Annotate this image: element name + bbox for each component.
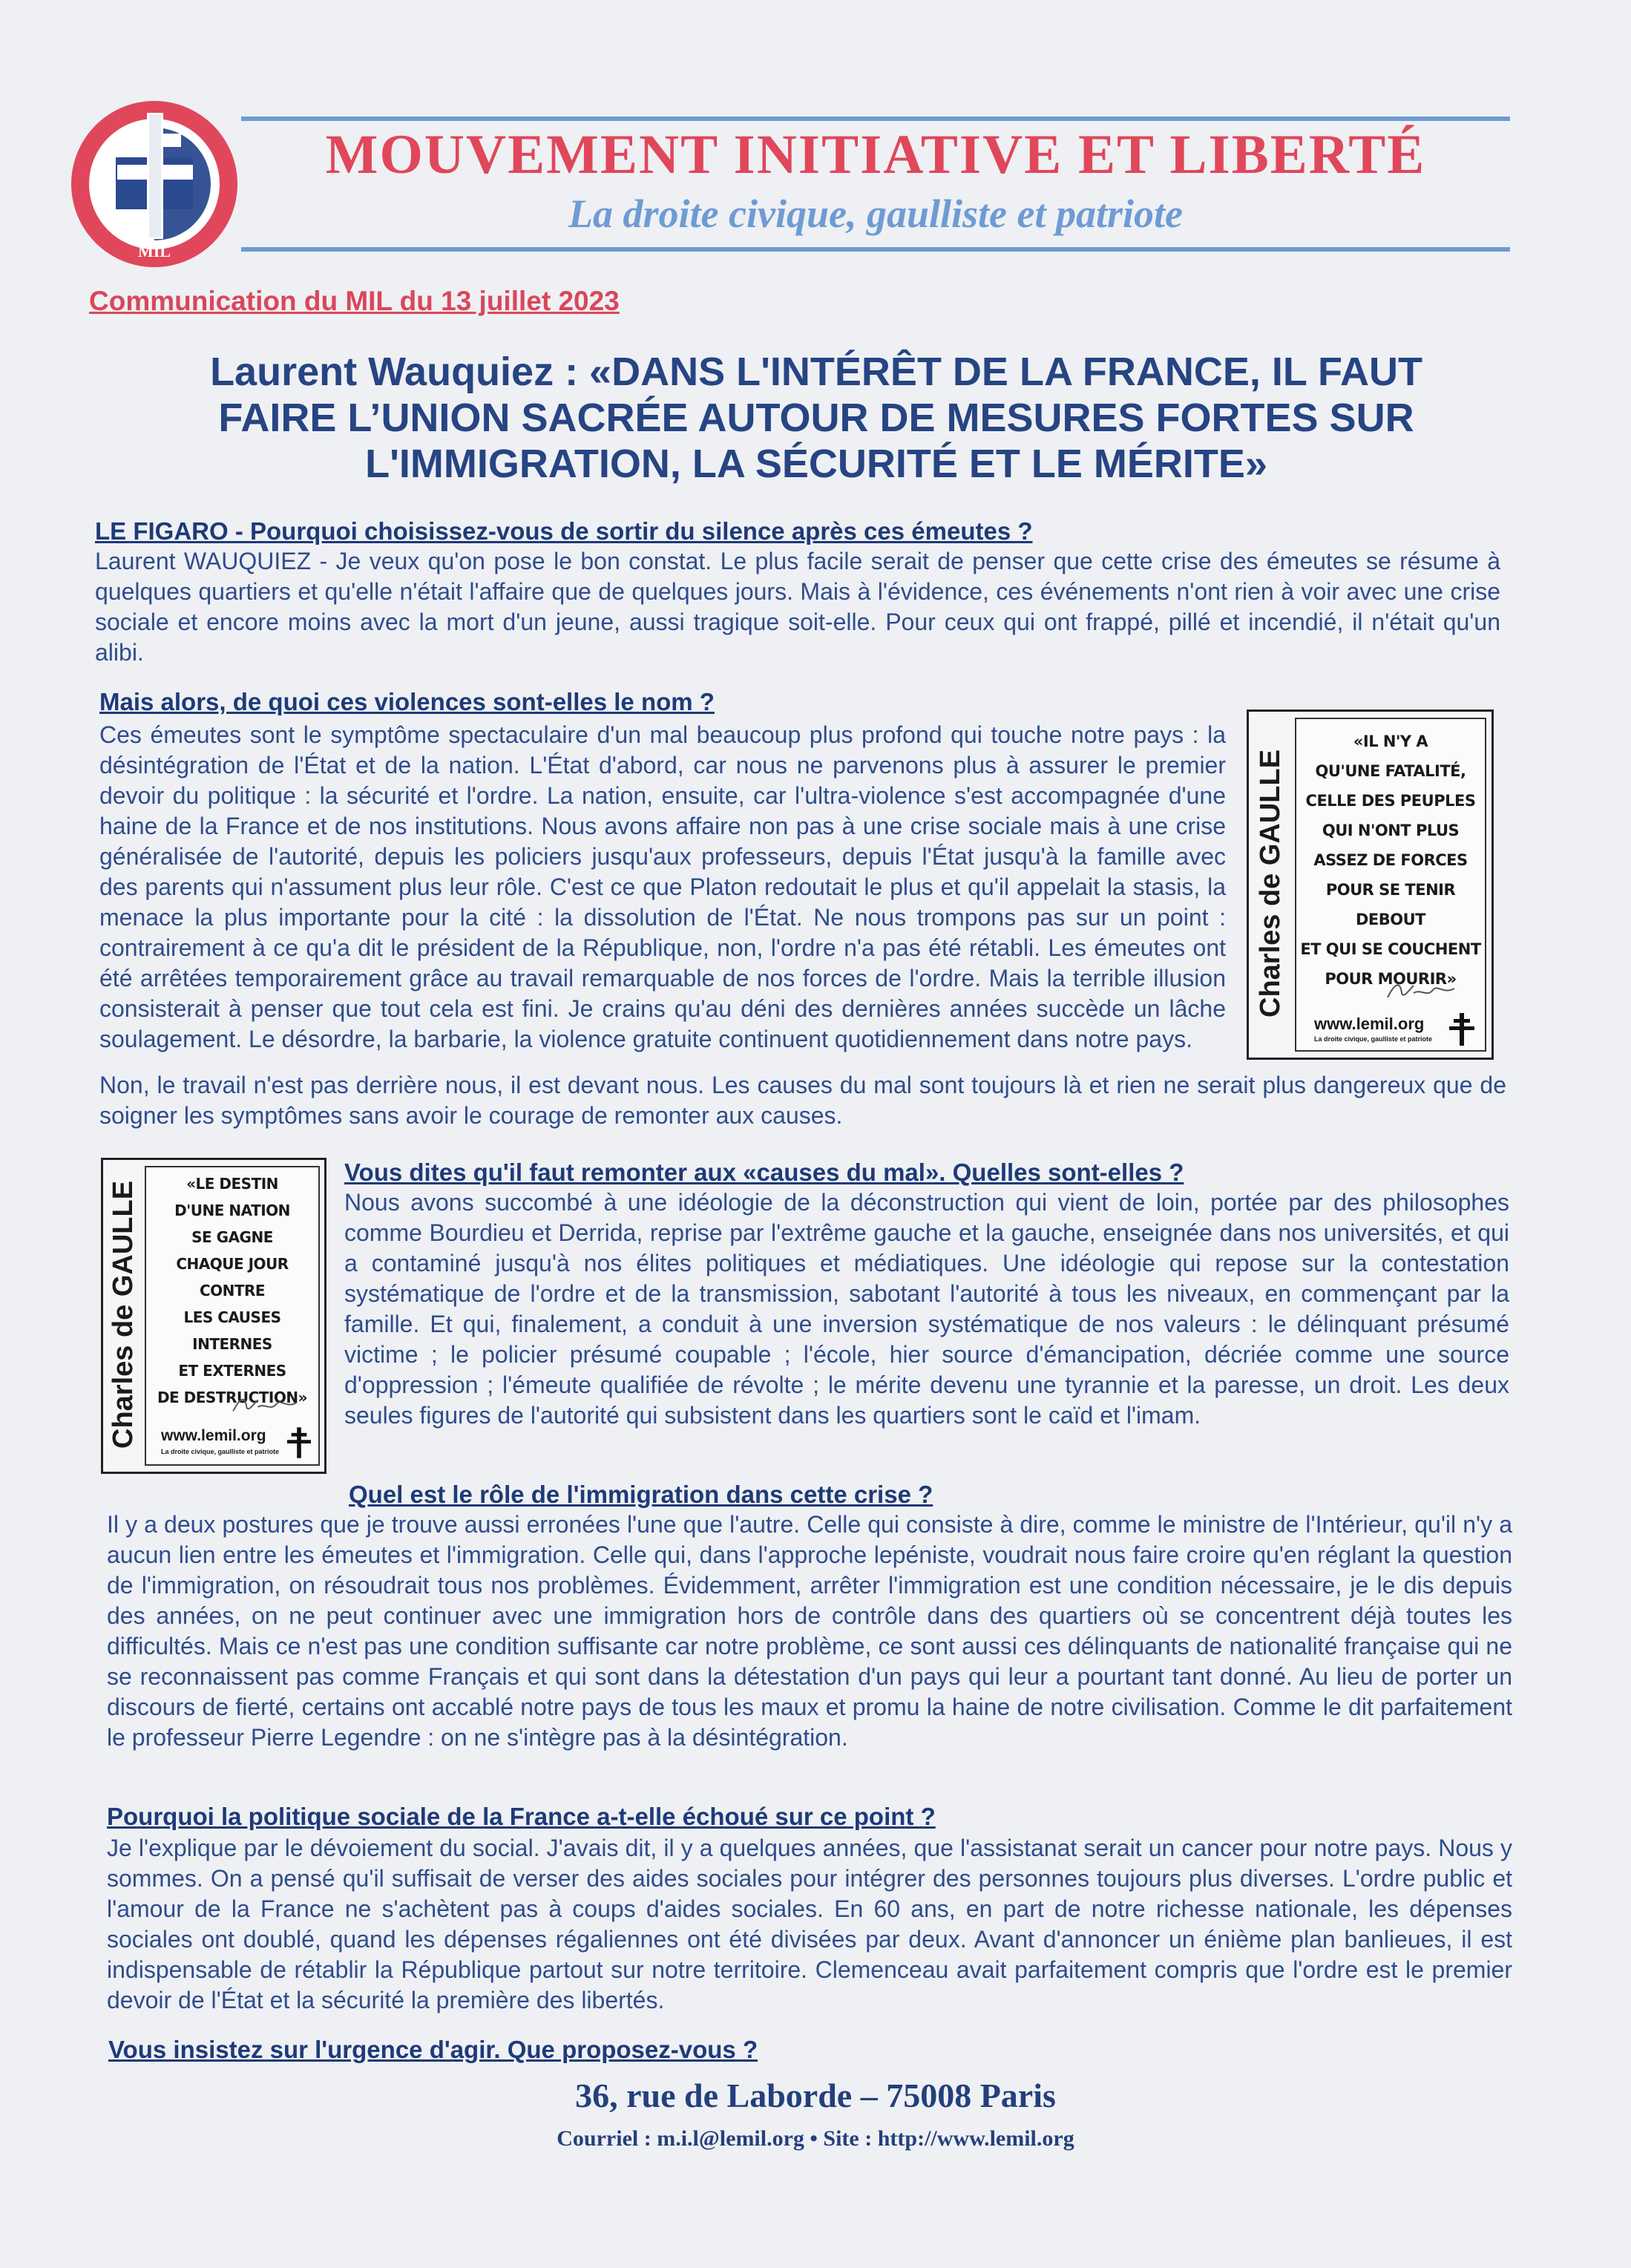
quote-1-line: QUI N'ONT PLUS	[1322, 822, 1460, 839]
question-1: LE FIGARO - Pourquoi choisissez-vous de sortir du silence après ces émeutes ?	[95, 517, 1033, 545]
quote-box-1-text	[1296, 727, 1485, 994]
question-3: Vous dites qu'il faut remonter aux «causes du mal». Quelles sont-elles ?	[344, 1158, 1184, 1186]
quote-2-line: ET EXTERNES	[178, 1362, 286, 1380]
quote-2-line: CHAQUE JOUR	[176, 1255, 289, 1273]
quote-1-line: CELLE DES PEUPLES	[1305, 792, 1476, 810]
quote-box-2-url: www.lemil.org	[161, 1427, 266, 1444]
quote-1-line: POUR MOURIR»	[1325, 970, 1457, 988]
quote-box-2-text	[146, 1170, 318, 1411]
header-rule-bottom	[241, 247, 1510, 252]
answer-3: Nous avons succombé à une idéologie de la déconstruction qui vient de loin, portée par des philosophes comme Bourdieu et Derrida, reprise par l'extrême gauche et la gauche, enseignée dans nos universités, et qui a contaminé jusqu'à nos élites politiques et médiatiques. Une idéologie qui repose sur la contestation systématique de l'ordre et de la transmission, sabotant l'autorité à tous les niveaux, en commençant par la famille. Et qui, finalement, a conduit à une inversion systématique de nos valeurs : le délinquant présumé victime ; le policier présumé coupable ; l'école, hier source d'émancipation, décriée comme une source d'oppression ; l'émeute qualifiée de révolte ; le mérite devenu une tyrannie et la paresse, un droit. Les deux seules figures de l'autorité qui subsistent dans les quartiers sont le caïd et l'imam.	[344, 1189, 1509, 1429]
answer-2-full: Non, le travail n'est pas derrière nous, il est devant nous. Les causes du mal sont toujours là et rien ne serait plus dangereux que de soigner les symptômes sans avoir le courage de remonter aux causes.	[99, 1072, 1506, 1129]
quote-1-line: «IL N'Y A	[1353, 732, 1428, 750]
org-title: MOUVEMENT INITIATIVE ET LIBERTÉ	[325, 124, 1426, 186]
quote-box-1-url: www.lemil.org	[1314, 1015, 1425, 1033]
question-5: Pourquoi la politique sociale de la France a-t-elle échoué sur ce point ?	[107, 1803, 936, 1830]
quote-box-1-panel	[1295, 718, 1486, 1052]
quote-2-line: DE DESTRUCTION»	[157, 1389, 308, 1406]
headline-line-2: FAIRE L’UNION SACRÉE AUTOUR DE MESURES FORTES SUR	[218, 396, 1414, 440]
quote-2-line: D'UNE NATION	[174, 1202, 290, 1219]
quote-box-1-author: Charles de GAULLE	[1255, 749, 1286, 1017]
answer-2-wrapped: Ces émeutes sont le symptôme spectaculaire d'un mal beaucoup plus profond qui touche notre pays : la désintégration de l'État et de la nation. L'État d'abord, car nous ne parvenons plus à assurer le premier devoir du politique : la sécurité et l'ordre. La nation, ensuite, car l'ultra-violence s'est accompagnée d'une haine de la France et de nos institutions. Nous avons affaire non pas à une crise sociale mais à une crise généralisée de l'autorité, depuis les policiers jusqu'aux professeurs, depuis l'État jusqu'à la famille avec des parents qui n'assument plus leur rôle. C'est ce que Platon redoutait le plus et qu'il appelait la stasis, la menace la plus importante pour la cité : la dissolution de l'État. Ne nous trompons pas sur un point : contrairement à ce qu'a dit le président de la République, non, l'ordre n'a pas été rétabli. Les émeutes ont été arrêtées temporairement grâce au travail remarquable de nos forces de l'ordre. Mais la terrible illusion consisterait à penser que tout cela est fini. Je crains qu'au déni des dernières années succède un lâche soulagement. Le désordre, la barbarie, la violence gratuite continuent quotidiennement dans notre pays.	[99, 721, 1226, 1052]
question-4: Quel est le rôle de l'immigration dans cette crise ?	[349, 1481, 933, 1508]
question-6: Vous insistez sur l'urgence d'agir. Que proposez-vous ?	[108, 2036, 758, 2063]
signature	[1384, 975, 1458, 1005]
quote-box-1	[1247, 709, 1494, 1060]
quote-box-2	[101, 1158, 326, 1474]
headline-line-1: Laurent Wauquiez : «DANS L'INTÉRÊT DE LA FRANCE, IL FAUT	[210, 350, 1422, 394]
quote-1-line: POUR SE TENIR DEBOUT	[1325, 881, 1456, 928]
communication-date: Communication du MIL du 13 juillet 2023	[89, 286, 620, 316]
header-rule-top	[241, 117, 1510, 121]
quote-2-line: CONTRE	[199, 1282, 266, 1299]
question-2: Mais alors, de quoi ces violences sont-elles le nom ?	[99, 688, 715, 715]
answer-1: Laurent WAUQUIEZ - Je veux qu'on pose le bon constat. Le plus facile serait de penser que cette crise des émeutes se résume à quelques quartiers et qu'elle n'était l'affaire que de quelques jours. Mais à l'évidence, ces événements n'ont rien à voir avec une crise sociale et encore moins avec la mort d'un jeune, aussi tragique soit-elle. Pour ceux qui ont frappé, pillé et incendié, il n'était qu'un alibi.	[95, 548, 1500, 666]
quote-1-line: QU'UNE FATALITÉ,	[1315, 762, 1466, 780]
quote-2-line: «LE DESTIN	[186, 1175, 278, 1193]
footer-contact: Courriel : m.i.l@lemil.org • Site : http://www.lemil.org	[557, 2126, 1074, 2151]
quote-box-2-author: Charles de GAULLE	[108, 1180, 139, 1449]
quote-box-1-tagline: La droite civique, gaulliste et patriote	[1314, 1035, 1433, 1043]
headline-line-3: L'IMMIGRATION, LA SÉCURITÉ ET LE MÉRITE»	[365, 442, 1267, 486]
quote-box-2-panel	[145, 1166, 320, 1466]
headline	[74, 349, 1558, 487]
signature	[229, 1390, 301, 1418]
mil-logo	[68, 98, 240, 270]
answer-5: Je l'explique par le dévoiement du social. J'avais dit, il y a quelques années, que l'assistanat serait un cancer pour notre pays. Nous y sommes. On a pensé qu'il suffisait de verser des aides sociales pour intégrer des personnes toujours plus diverses. L'ordre public et l'amour de la France ne s'achètent pas à coups d'aides sociales. En 60 ans, en part de notre richesse nationale, les dépenses sociales ont doublé, quand les dépenses régaliennes ont été divisées par deux. Avant d'annoncer un énième plan banlieues, il est indispensable de rétablir la République partout sur notre territoire. Clemenceau avait parfaitement compris que l'ordre est le premier devoir de l'État et la sécurité la première des libertés.	[107, 1835, 1512, 2013]
quote-1-line: ASSEZ DE FORCES	[1313, 851, 1468, 869]
lorraine-cross-icon	[287, 1427, 311, 1458]
lorraine-cross-icon	[1449, 1013, 1474, 1046]
answer-4: Il y a deux postures que je trouve aussi erronées l'une que l'autre. Celle qui consiste à dire, comme le ministre de l'Intérieur, qu'il n'y a aucun lien entre les émeutes et l'immigration. Celle qui, dans l'approche lepéniste, voudrait nous faire croire qu'en réglant la question de l'immigration, on résoudrait tous nos problèmes. Évidemment, arrêter l'immigration est une condition nécessaire, je le dis depuis des années, on ne peut continuer avec une immigration hors de contrôle dans des quartiers où se concentrent déjà toutes les difficultés. Mais ce n'est pas une condition suffisante car notre problème, ce sont aussi ces délinquants de nationalité française qui ne se reconnaissent pas comme Français et qui sont dans la détestation d'un pays qui leur a pourtant tant donné. Au lieu de porter un discours de fierté, certains ont accablé notre pays de tous les maux et promu la haine de notre civilisation. Comme le dit parfaitement le professeur Pierre Legendre : on ne s'intègre pas à la désintégration.	[107, 1511, 1512, 1751]
quote-2-line: SE GAGNE	[191, 1228, 273, 1246]
logo-text: MIL	[138, 242, 171, 260]
quote-2-line: LES CAUSES INTERNES	[183, 1308, 281, 1353]
org-tagline: La droite civique, gaulliste et patriote	[568, 191, 1183, 236]
footer-address: 36, rue de Laborde – 75008 Paris	[575, 2077, 1056, 2114]
quote-1-line: ET QUI SE COUCHENT	[1300, 940, 1481, 958]
quote-box-2-tagline: La droite civique, gaulliste et patriote	[161, 1448, 280, 1455]
